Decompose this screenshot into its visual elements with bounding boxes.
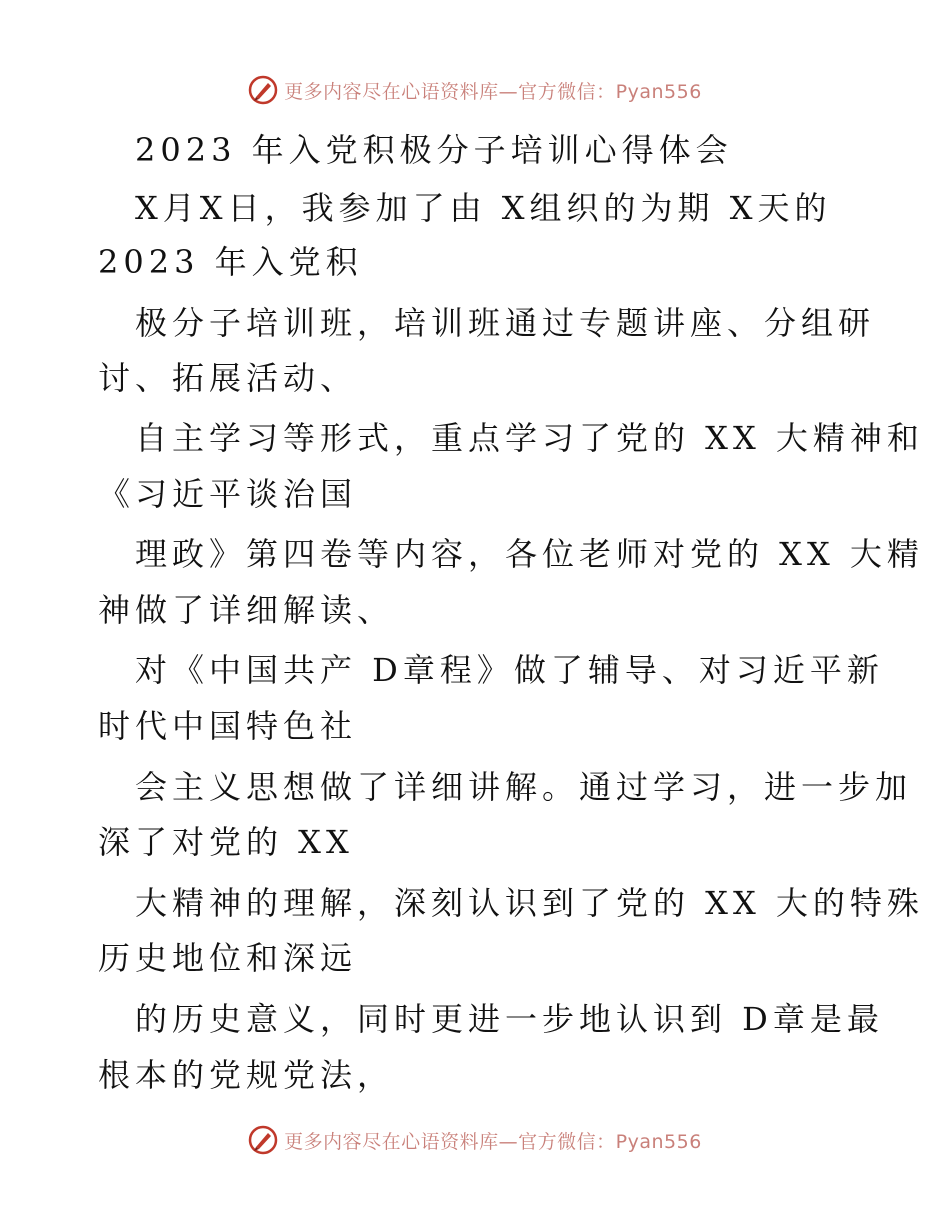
paragraph-line: X月X日，我参加了由 X组织的为期 X天的 [135, 189, 832, 227]
paragraph-line: 大精神的理解，深刻认识到了党的 XX 大的特殊 [135, 884, 924, 922]
paragraph-line: 《习近平谈治国 [98, 475, 358, 513]
paragraph-line: 讨、拓展活动、 [98, 359, 358, 397]
pen-logo-icon [248, 1125, 278, 1155]
footer-banner-text: 更多内容尽在心语资料库—官方微信：Pyan556 [284, 1130, 702, 1153]
paragraph-line: 深了对党的 XX [98, 823, 354, 861]
paragraph-line: 根本的党规党法， [98, 1056, 395, 1094]
paragraph-line: 神做了详细解读、 [98, 591, 395, 629]
paragraph-line: 对《中国共产 D章程》做了辅导、对习近平新 [135, 651, 884, 689]
paragraph-line: 会主义思想做了详细讲解。通过学习，进一步加 [135, 768, 913, 806]
paragraph-line: 理政》第四卷等内容，各位老师对党的 XX 大精 [135, 535, 924, 573]
paragraph-line: 历史地位和深远 [98, 939, 358, 977]
paragraph-line: 时代中国特色社 [98, 707, 358, 745]
document-title: 2023 年入党积极分子培训心得体会 [135, 131, 733, 169]
paragraph-line: 的历史意义，同时更进一步地认识到 D章是最 [135, 1000, 884, 1038]
footer-banner [0, 1120, 950, 1160]
paragraph-line: 极分子培训班，培训班通过专题讲座、分组研 [135, 304, 876, 342]
header-banner-text: 更多内容尽在心语资料库—官方微信：Pyan556 [284, 80, 702, 103]
paragraph-line: 2023 年入党积 [98, 243, 363, 281]
paragraph-line: 自主学习等形式，重点学习了党的 XX 大精神和 [135, 419, 924, 457]
